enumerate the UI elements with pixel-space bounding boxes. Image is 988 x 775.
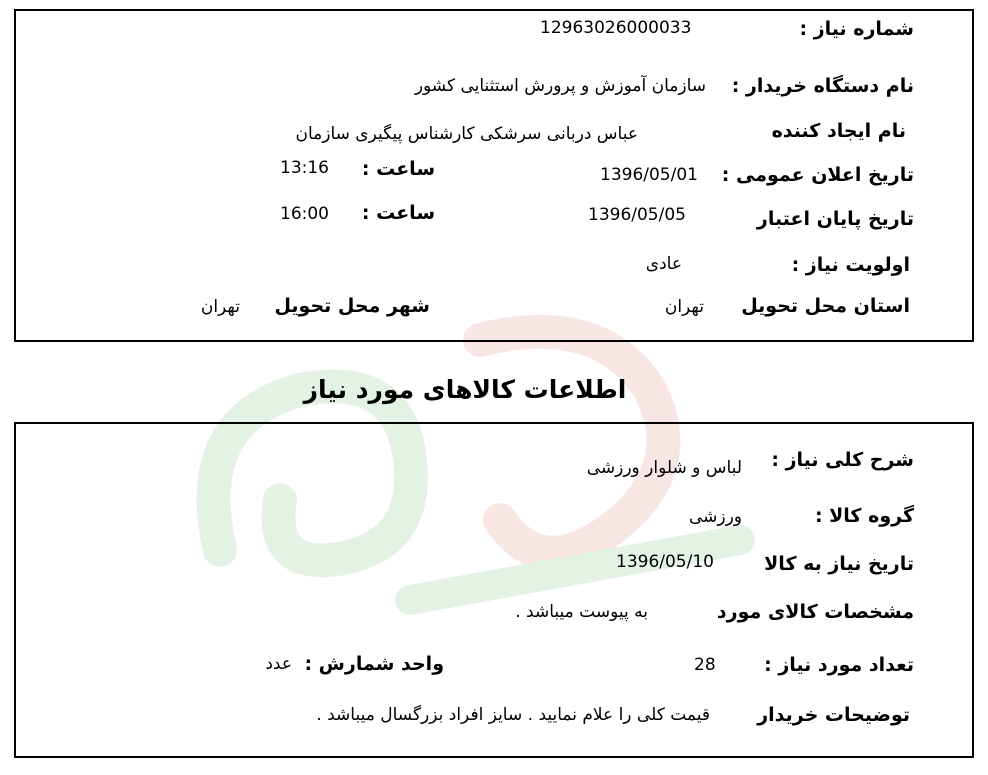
announce-date-label: تاریخ اعلان عمومی :: [721, 164, 914, 186]
unit-label: واحد شمارش :: [304, 653, 444, 675]
goods-group-label: گروه کالا :: [814, 505, 914, 527]
buyer-org-label: نام دستگاه خریدار :: [731, 75, 914, 97]
creator-label: نام ایجاد کننده: [771, 120, 906, 142]
delivery-province-value: تهران: [664, 297, 704, 317]
need-date-value: 1396/05/10: [616, 552, 714, 572]
need-date-label: تاریخ نیاز به کالا: [764, 553, 914, 575]
creator-value: عباس دربانی سرشکی کارشناس پیگیری سازمان: [295, 124, 638, 144]
delivery-province-label: استان محل تحویل: [741, 295, 910, 317]
buyer-notes-label: توضیحات خریدار: [757, 704, 910, 726]
specs-value: به پیوست میباشد .: [515, 602, 648, 622]
delivery-city-label: شهر محل تحویل: [274, 295, 430, 317]
announce-date-value: 1396/05/01: [600, 165, 698, 185]
quantity-value: 28: [694, 655, 716, 675]
unit-value: عدد: [265, 654, 292, 674]
description-value: لباس و شلوار ورزشی: [586, 458, 742, 478]
specs-label: مشخصات کالای مورد: [716, 601, 914, 623]
need-number-value: 12963026000033: [540, 18, 692, 38]
priority-value: عادی: [645, 254, 682, 274]
expiry-time-value: 16:00: [280, 204, 329, 224]
buyer-notes-value: قیمت کلی را علام نمایید . سایز افراد بزرگسال میباشد .: [316, 705, 710, 725]
goods-group-value: ورزشی: [688, 507, 742, 527]
expiry-date-label: تاریخ پایان اعتبار: [756, 208, 914, 230]
section-title: اطلاعات کالاهای مورد نیاز: [303, 375, 627, 404]
buyer-org-value: سازمان آموزش و پرورش استثنایی کشور: [414, 76, 706, 96]
description-label: شرح کلی نیاز :: [771, 449, 914, 471]
expiry-date-value: 1396/05/05: [588, 205, 686, 225]
expiry-time-label: ساعت :: [361, 202, 435, 224]
need-number-label: شماره نیاز :: [799, 18, 914, 40]
priority-label: اولویت نیاز :: [791, 254, 910, 276]
delivery-city-value: تهران: [200, 297, 240, 317]
quantity-label: تعداد مورد نیاز :: [764, 654, 914, 676]
announce-time-value: 13:16: [280, 158, 329, 178]
announce-time-label: ساعت :: [361, 158, 435, 180]
